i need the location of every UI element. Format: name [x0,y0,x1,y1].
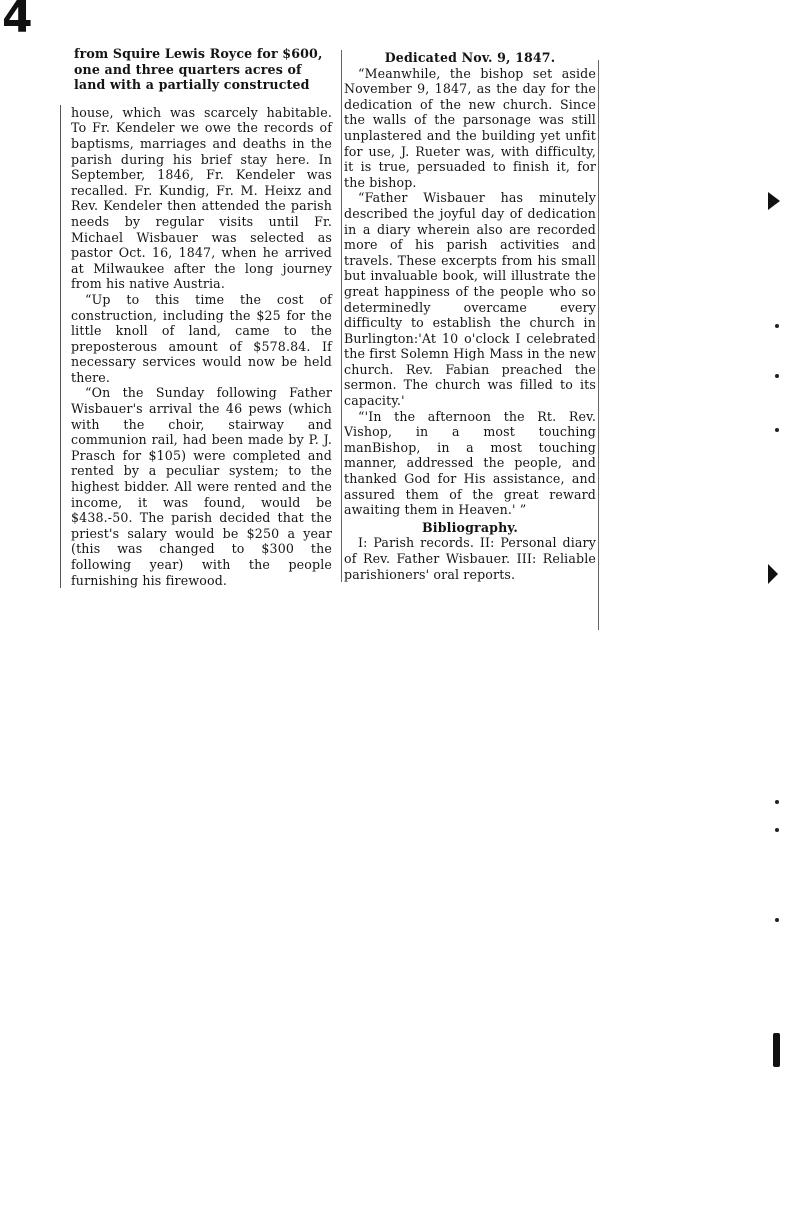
section-heading: Dedicated Nov. 9, 1847. [384,50,556,65]
column-rule [598,60,599,630]
left-body [60,105,332,588]
scan-margin-mark [768,564,778,584]
scan-margin-mark [773,1033,780,1067]
scan-margin-mark [768,192,780,210]
scan-margin-dot [775,800,779,804]
lead-line: one and three quarters acres of [74,61,302,77]
bibliography-heading: Bibliography. [422,519,518,535]
scan-margin-dot [775,918,779,922]
paragraph: “Up to this time the cost of construction, including the $25 for the little knoll of land, came to the preposterous amount of $578.84. If necessary services would now be held there. [71,291,332,385]
paragraph: “'In the afternoon the Rt. Rev. Vishop, in a most touching manBishop, in a most touching manner, addressed the people, and thanked God for His assistance, and assured them of the great reward awaiting them in Heaven.' ” [344,408,596,518]
page-number: 4 [2,0,33,43]
paragraph: “On the Sunday following Father Wisbauer's arrival the 46 pews (which with the choir, stairway and communion rail, had been made by P. J. Prasch for $105) were completed and rented by a peculiar system; to the highest bidder. All were rented and the income, it was found, would be $438.-50. The parish decided that the priest's salary would be $250 a year (this was changed to $300 the following year) with the people furnishing his firewood. [71,385,332,588]
right-column [341,50,598,582]
paragraph: “Meanwhile, the bishop set aside November 9, 1847, as the day for the dedication of the new church. Since the walls of the parsonage was still unplastered and the building yet unfit for use, J. Rueter was, with difficulty, it is true, persuaded to finish it, for the bishop. [344,65,596,190]
scan-margin-dot [775,828,779,832]
lead-line: from Squire Lewis Royce for $600, [74,46,323,61]
lead-line: land with a partially constructed [74,77,310,93]
scan-margin-dot [775,428,779,432]
scan-margin-dot [775,324,779,328]
scan-margin-dot [775,374,779,378]
paragraph: “Father Wisbauer has minutely described the joyful day of dedication in a diary wherein also are recorded more of his parish activities and travels. These excerpts from his small but invaluable book, will illustrate the great happiness of the people who so determinedly overcame every difficulty to establish the church in Burlington:'At 10 o'clock I celebrated the first Solemn High Mass in the new church. Rev. Fabian preached the sermon. The church was filled to its capacity.' [344,190,596,409]
left-lead [60,46,332,93]
paragraph: house, which was scarcely habitable. To Fr. Kendeler we owe the records of baptisms, marriages and deaths in the parish during his brief stay here. In September, 1846, Fr. Kendeler was recalled. Fr. Kundig, Fr. M. Heixz and Rev. Kendeler then attended the parish needs by regular visits until Fr. Michael Wisbauer was selected as pastor Oct. 16, 1847, when he arrived at Milwaukee after the long journey from his native Austria. [71,104,332,292]
bibliography-text: I: Parish records. II: Personal diary of Rev. Father Wisbauer. III: Reliable parishioners' oral reports. [344,535,596,582]
left-column [60,46,332,588]
